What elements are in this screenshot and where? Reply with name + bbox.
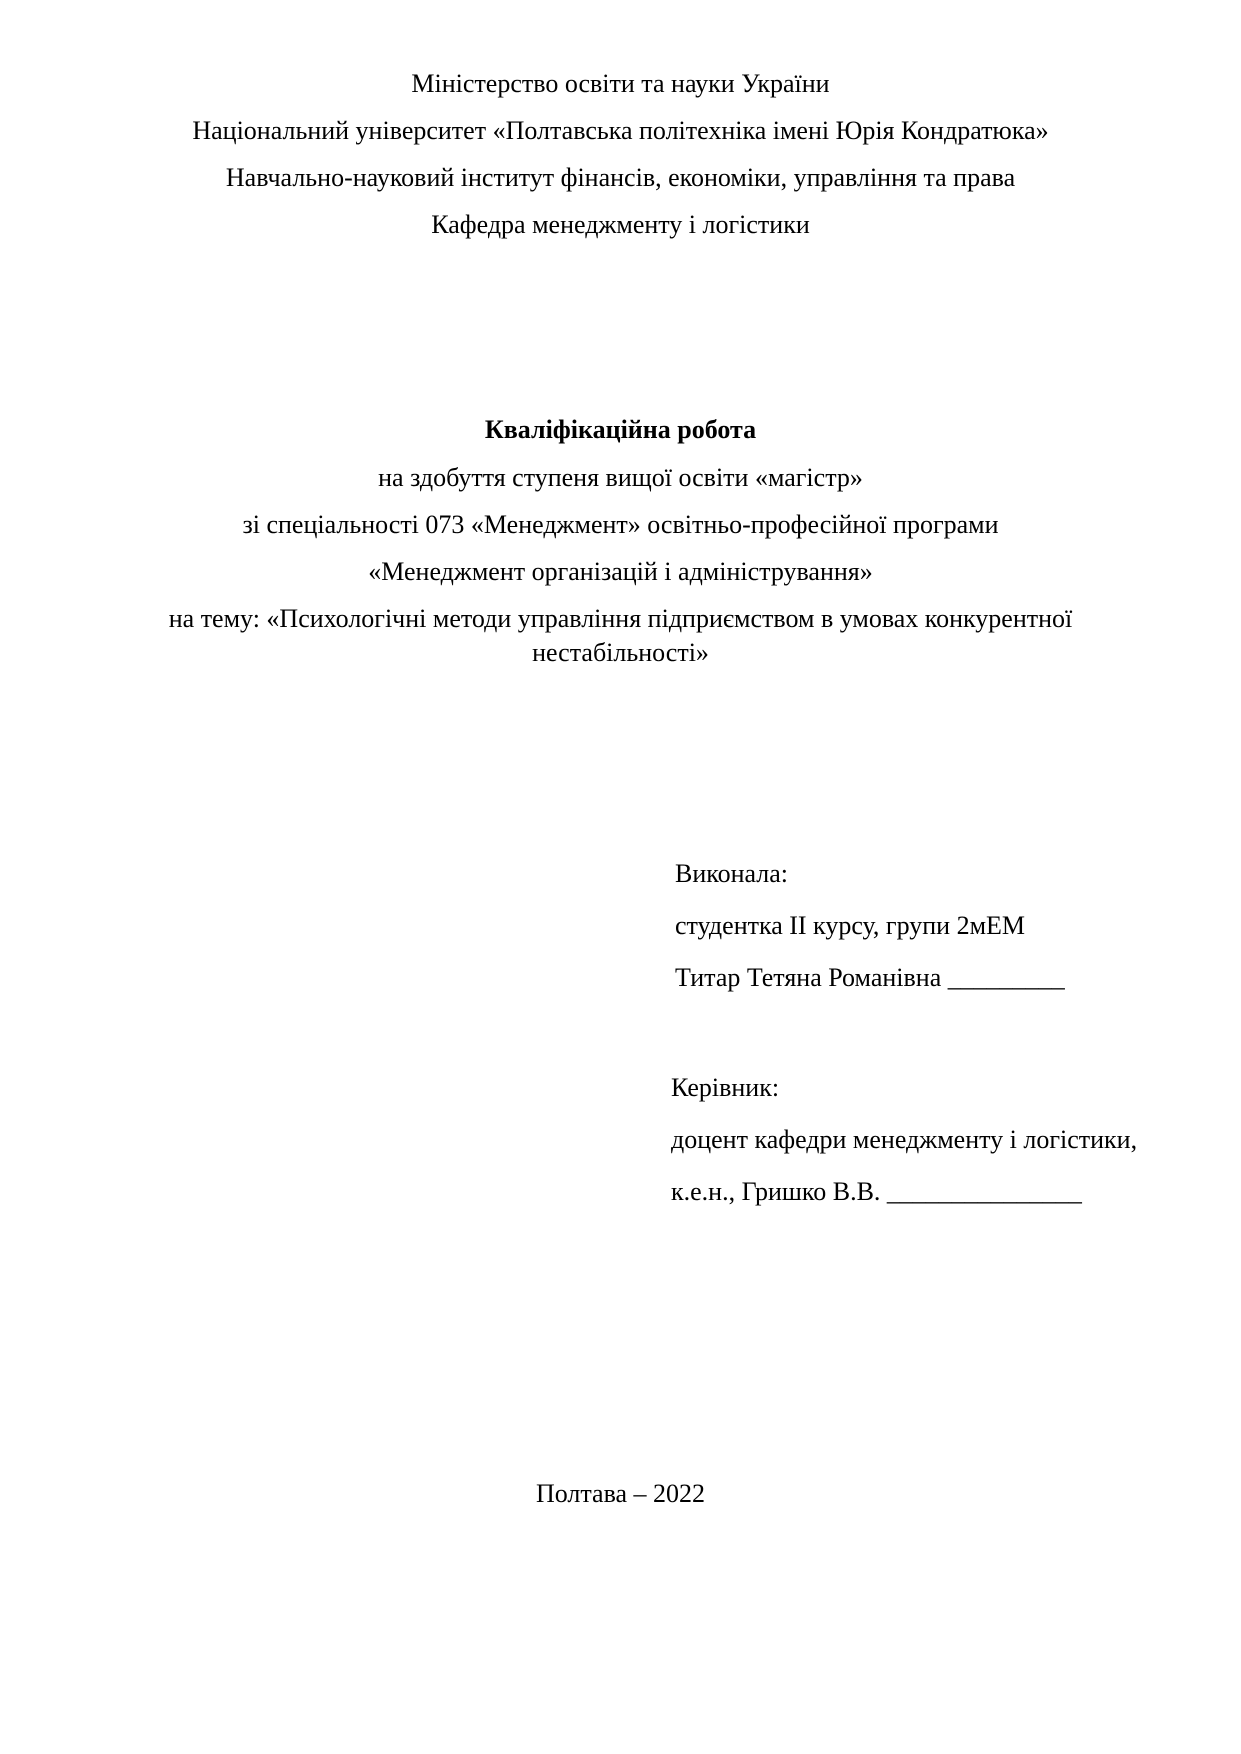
program-line: «Менеджмент організацій і адміністрування» [368,557,873,586]
author-position: студентка ІІ курсу, групи 2мЕМ [675,911,1026,940]
ministry-line: Міністерство освіти та науки України [411,69,830,98]
author-label: Виконала: [675,859,788,888]
department-line: Кафедра менеджменту і логістики [431,210,810,239]
supervisor-block [671,1072,1137,1228]
supervisor-position: доцент кафедри менеджменту і логістики, [671,1125,1138,1154]
author-name-signature: Титар Тетяна Романівна _________ [675,963,1065,992]
university-line: Національний університет «Полтавська політехніка імені Юрія Кондратюка» [192,116,1049,145]
institute-line: Навчально-науковий інститут фінансів, економіки, управління та права [225,163,1016,192]
degree-line: на здобуття ступеня вищої освіти «магістр» [378,463,863,492]
topic-line-2: нестабільності» [532,638,709,667]
work-title: Кваліфікаційна робота [484,415,757,444]
topic-line-1: на тему: «Психологічні методи управління підприємством в умовах конкурентної [168,604,1073,633]
author-block [675,858,1065,1014]
city-year: Полтава – 2022 [535,1479,706,1508]
specialty-line: зі спеціальності 073 «Менеджмент» освітньо-професійної програми [242,510,999,539]
supervisor-name-signature: к.е.н., Гришко В.В. _______________ [671,1177,1082,1206]
supervisor-label: Керівник: [671,1073,780,1102]
